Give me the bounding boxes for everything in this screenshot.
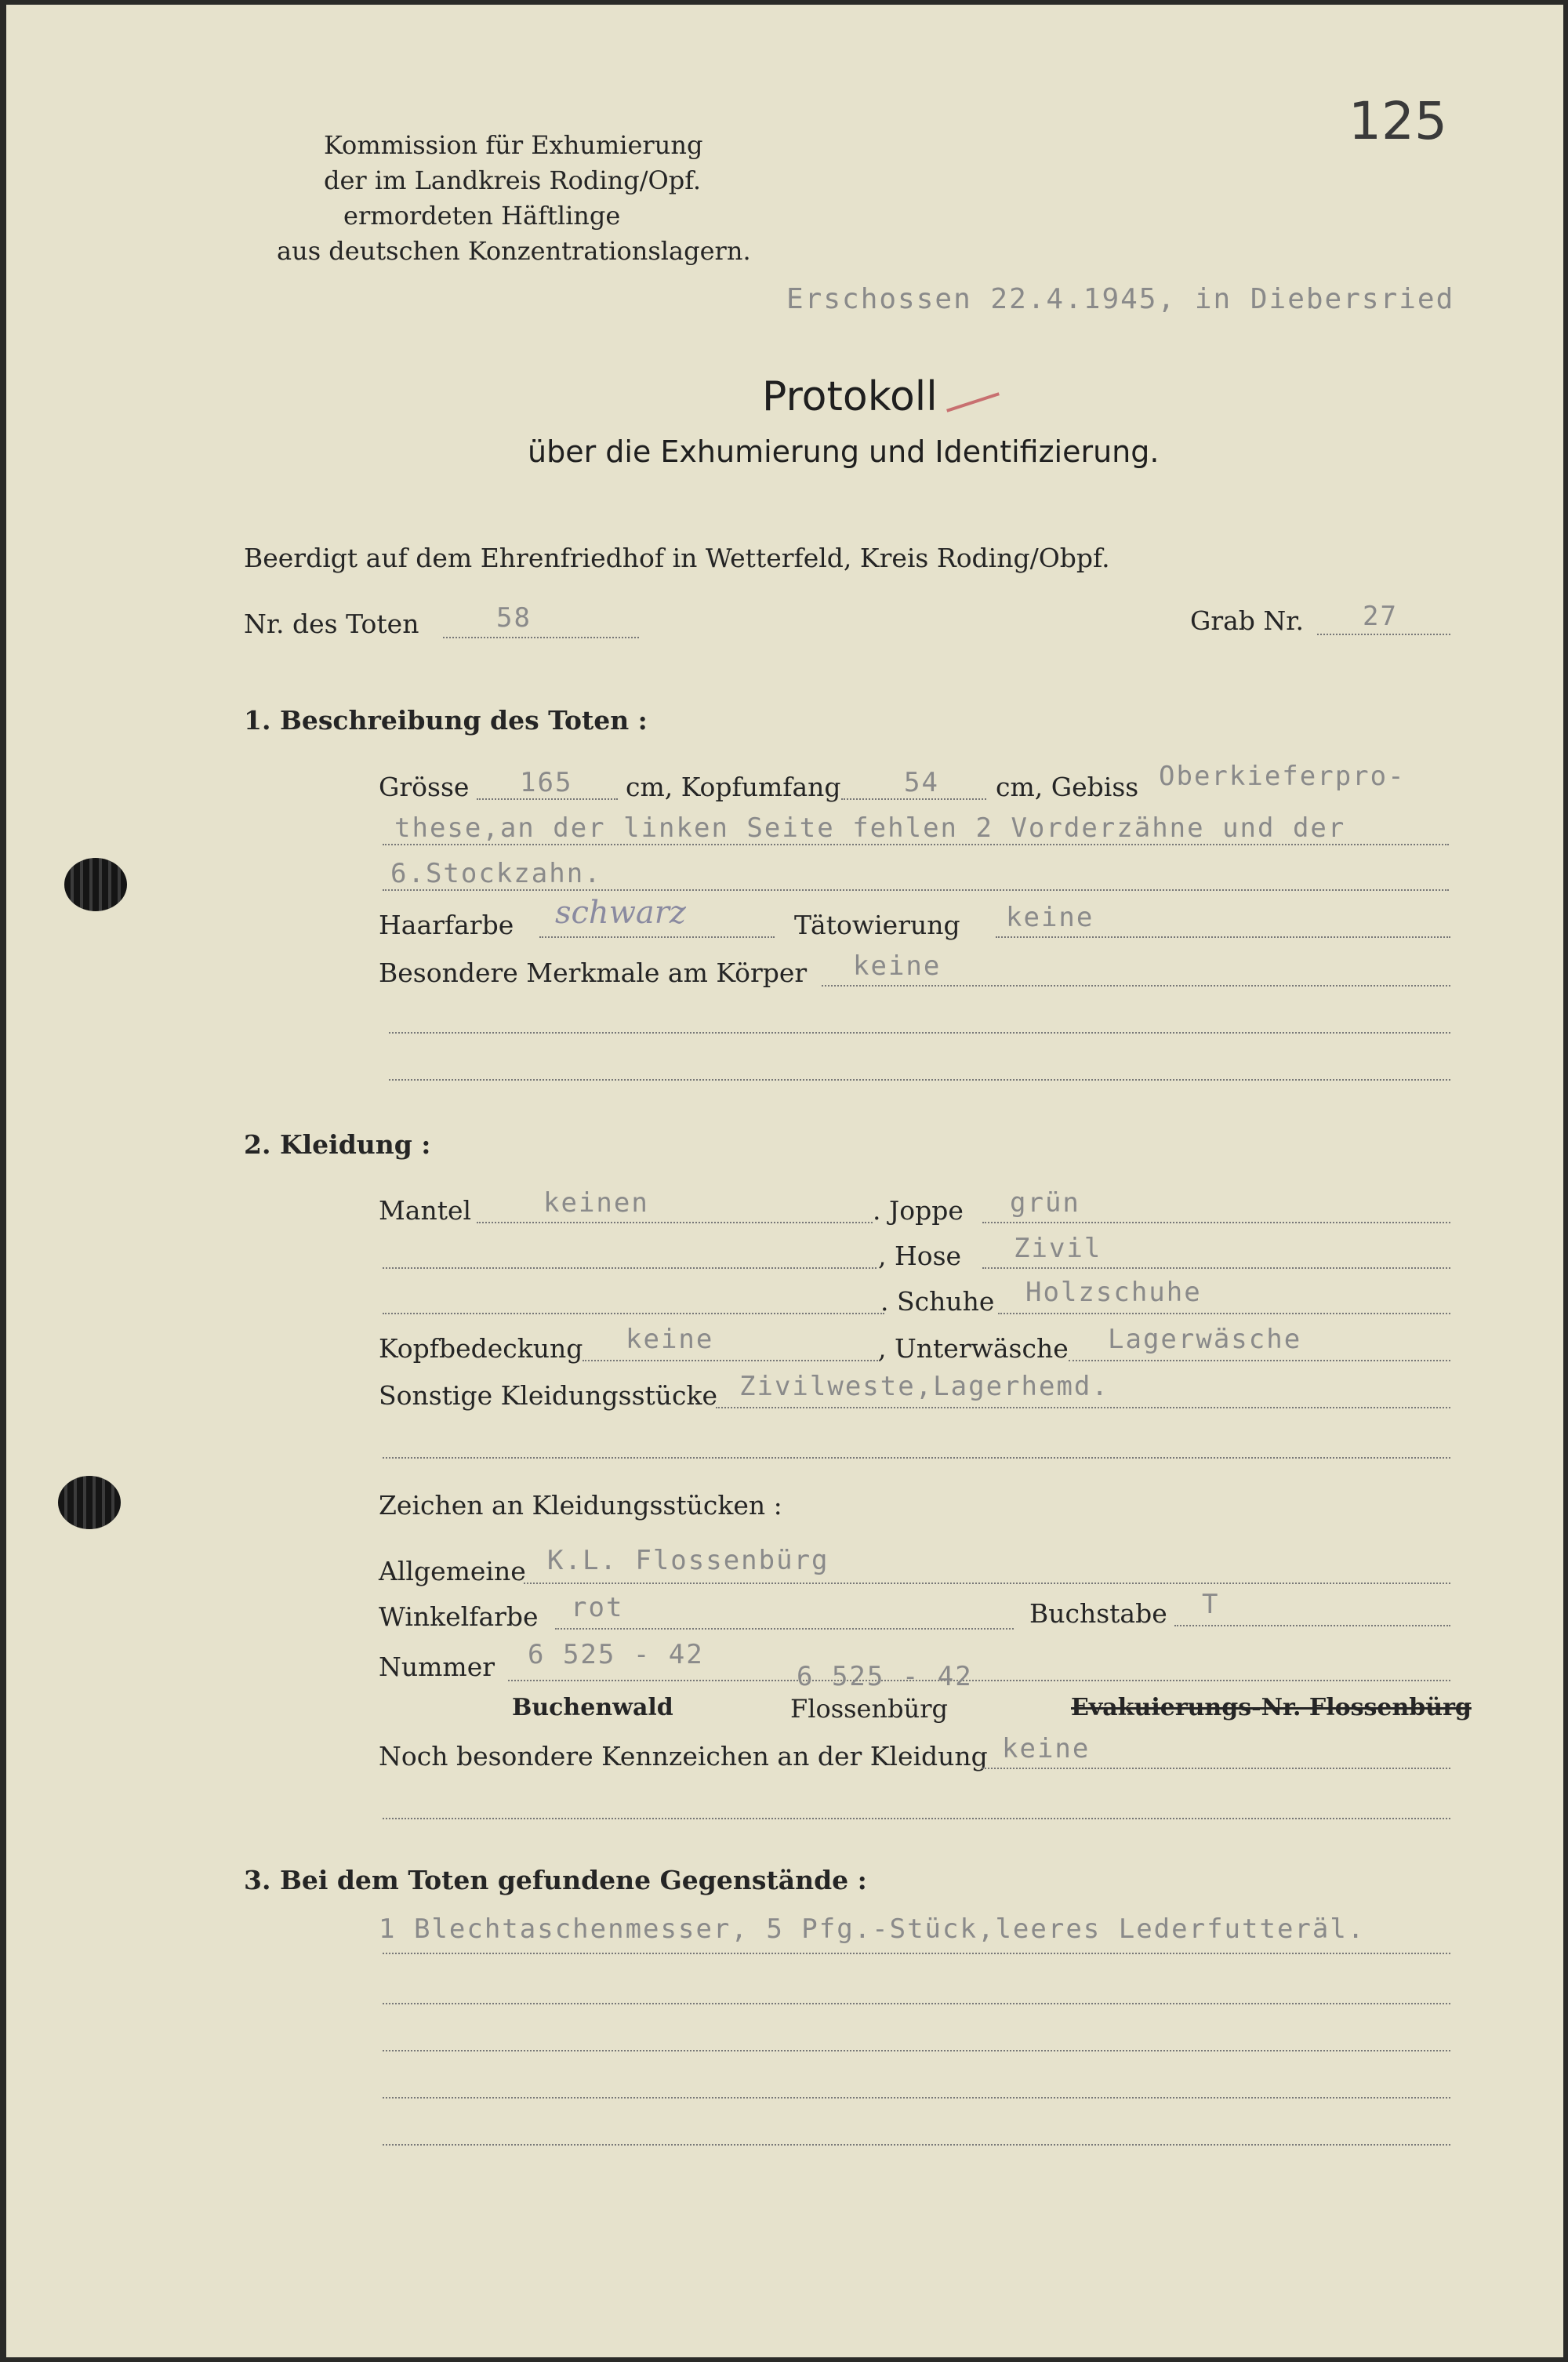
besondere-kennzeichen-label: Noch besondere Kennzeichen an der Kleidung (379, 1741, 988, 1772)
schuhe-label: . Schuhe (880, 1286, 995, 1317)
merkmale-line-3 (389, 1079, 1450, 1081)
kopfbedeckung-line (583, 1360, 880, 1361)
section2-heading: 2. Kleidung : (244, 1129, 431, 1160)
besondere-line-2 (383, 1818, 1450, 1819)
joppe-line (982, 1222, 1450, 1223)
document-page (6, 5, 1563, 2357)
buchstabe-value: T (1202, 1589, 1220, 1620)
grave-value: 27 (1363, 601, 1398, 632)
sonstige-line (716, 1407, 1450, 1408)
hose-label: , Hose (878, 1241, 962, 1271)
gebiss-line-3 (383, 889, 1449, 891)
buchstabe-line (1174, 1625, 1450, 1626)
section3-line-3 (383, 2050, 1450, 2051)
kopfumfang-label: cm, Kopfumfang (626, 772, 841, 802)
taetowierung-value: keine (1006, 902, 1094, 933)
nummer-value-buchenwald: 6 525 - 42 (528, 1639, 704, 1670)
institution-line-4: aus deutschen Konzentrationslagern. (277, 236, 751, 266)
zeichen-label: Zeichen an Kleidungsstücken : (379, 1490, 782, 1521)
schuhe-left-line (383, 1313, 884, 1314)
mantel-value: keinen (543, 1187, 649, 1219)
section1-heading: 1. Beschreibung des Toten : (244, 705, 648, 736)
burial-line: Beerdigt auf dem Ehrenfriedhof in Wetterfeld, Kreis Roding/Obpf. (244, 543, 1110, 573)
grave-line (1317, 634, 1450, 635)
section3-line-1 (383, 1953, 1450, 1954)
gebiss-value-2: these,an der linken Seite fehlen 2 Vorderzähne und der (394, 812, 1346, 844)
kopfbedeckung-value: keine (626, 1324, 714, 1355)
typed-note: Erschossen 22.4.1945, in Diebersried (786, 283, 1455, 315)
nummer-line (508, 1680, 1450, 1681)
kopfbedeckung-label: Kopfbedeckung (379, 1333, 583, 1364)
institution-line-1: Kommission für Exhumierung (324, 130, 703, 160)
groesse-label: Grösse (379, 772, 470, 802)
kopfumfang-line (841, 798, 986, 800)
joppe-value: grün (1010, 1187, 1080, 1219)
gebiss-line-2 (383, 844, 1449, 845)
taetowierung-line (996, 936, 1450, 938)
sonstige-label: Sonstige Kleidungsstücke (379, 1380, 718, 1411)
nummer-label: Nummer (379, 1652, 495, 1682)
gebiss-value-3: 6.Stockzahn. (390, 858, 602, 889)
groesse-line (477, 798, 618, 800)
unterwaesche-value: Lagerwäsche (1108, 1324, 1302, 1355)
besondere-kennzeichen-value: keine (1002, 1733, 1091, 1764)
section3-line-2 (383, 2003, 1450, 2004)
mantel-line (477, 1222, 873, 1223)
haarfarbe-label: Haarfarbe (379, 910, 514, 940)
institution-line-2: der im Landkreis Roding/Opf. (324, 165, 702, 195)
kopfumfang-value: 54 (904, 767, 939, 798)
schuhe-line (998, 1313, 1450, 1314)
dead-no-value: 58 (496, 602, 532, 634)
hose-value: Zivil (1014, 1233, 1102, 1264)
winkelfarbe-value: rot (571, 1592, 624, 1623)
institution-line-3: ermordeten Häftlinge (343, 201, 621, 231)
grave-label: Grab Nr. (1190, 605, 1304, 636)
page-number: 125 (1348, 91, 1447, 151)
hose-line (982, 1267, 1450, 1269)
punch-hole-top (64, 858, 127, 911)
merkmale-label: Besondere Merkmale am Körper (379, 958, 808, 988)
gebiss-label: cm, Gebiss (996, 772, 1139, 802)
unterwaesche-line (1069, 1360, 1450, 1361)
merkmale-line (822, 985, 1450, 987)
section3-value: 1 Blechtaschenmesser, 5 Pfg.-Stück,leeres Lederfutteräl. (379, 1913, 1366, 1945)
gebiss-value-1: Oberkieferpro- (1159, 761, 1406, 792)
section3-line-5 (383, 2144, 1450, 2146)
haarfarbe-value: schwarz (555, 895, 686, 931)
winkelfarbe-line (555, 1628, 1014, 1630)
page-subtitle: über die Exhumierung und Identifizierung. (528, 434, 1160, 469)
haarfarbe-line (539, 936, 775, 938)
allgemeine-label: Allgemeine (379, 1556, 526, 1586)
evakuierung-label: Evakuierungs-Nr. Flossenbürg (1071, 1694, 1472, 1721)
sonstige-line-2 (383, 1457, 1450, 1459)
joppe-label: . Joppe (873, 1195, 964, 1226)
groesse-value: 165 (520, 767, 573, 798)
merkmale-value: keine (853, 950, 942, 982)
dead-no-label: Nr. des Toten (244, 609, 419, 639)
unterwaesche-label: , Unterwäsche (878, 1333, 1069, 1364)
allgemeine-line (524, 1583, 1450, 1584)
hose-left-line (383, 1267, 877, 1269)
taetowierung-label: Tätowierung (794, 910, 960, 940)
title-mark (946, 392, 1000, 412)
mantel-label: Mantel (379, 1195, 472, 1226)
allgemeine-value: K.L. Flossenbürg (547, 1545, 829, 1576)
winkelfarbe-label: Winkelfarbe (379, 1601, 539, 1632)
nummer-value-flossenburg: 6 525 - 42 (797, 1661, 973, 1692)
flossenburg-label: Flossenbürg (790, 1694, 948, 1724)
buchenwald-label: Buchenwald (512, 1694, 673, 1721)
page-title: Protokoll (762, 373, 938, 420)
section3-line-4 (383, 2097, 1450, 2099)
dead-no-line (443, 637, 639, 638)
section3-heading: 3. Bei dem Toten gefundene Gegenstände : (244, 1865, 867, 1895)
sonstige-value: Zivilweste,Lagerhemd. (739, 1371, 1109, 1402)
schuhe-value: Holzschuhe (1025, 1277, 1202, 1308)
merkmale-line-2 (389, 1032, 1450, 1034)
besondere-kennzeichen-line (982, 1768, 1450, 1769)
buchstabe-label: Buchstabe (1029, 1598, 1167, 1629)
punch-hole-bottom (58, 1476, 121, 1529)
